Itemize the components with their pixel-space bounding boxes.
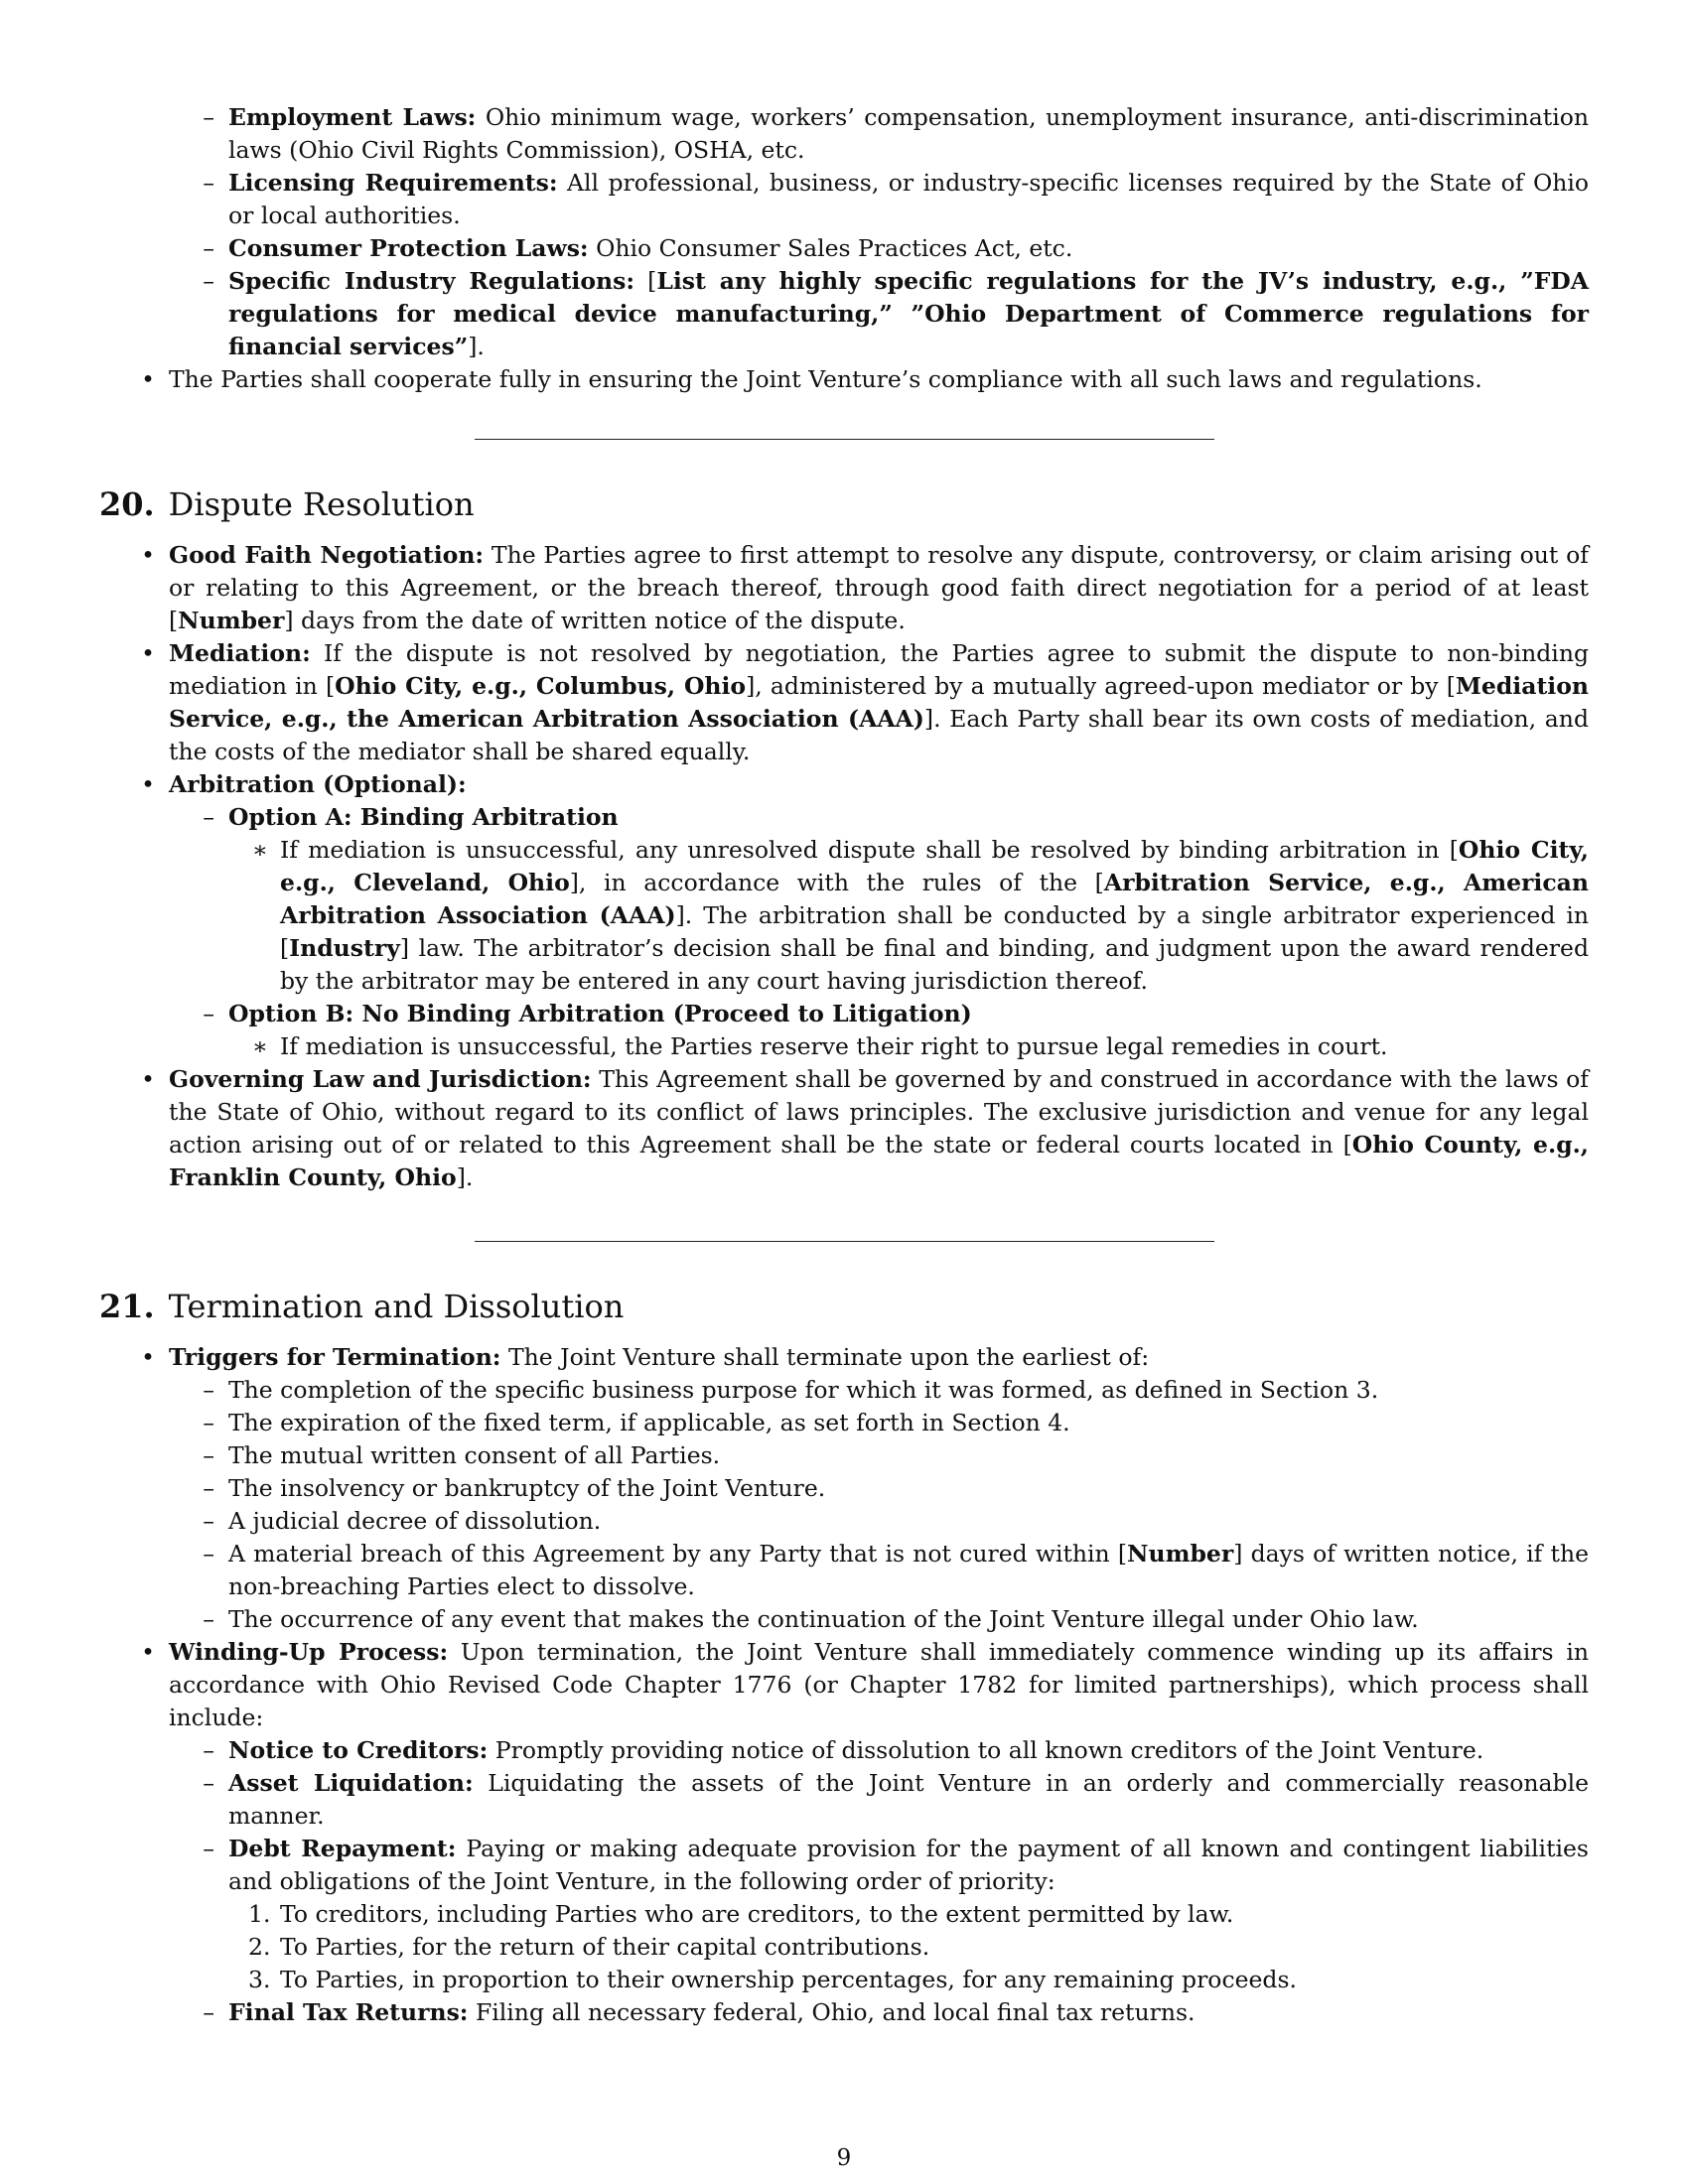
termination-list	[99, 1341, 1589, 2029]
list-item: 1. To creditors, including Parties who are creditors, to the extent permitted by law.	[248, 1900, 1234, 1928]
list-item: – Final Tax Returns: Filing all necessary federal, Ohio, and local final tax returns.	[203, 1998, 1196, 2026]
section-heading: 21. Termination and Dissolution	[99, 1288, 625, 1325]
compliance-list	[99, 101, 1589, 396]
list-item: • Triggers for Termination: The Joint Venture shall terminate upon the earliest of:	[141, 1343, 1150, 1371]
list-item: – Debt Repayment: Paying or making adequate provision for the payment of all known and contingent liabilities and obligations of the Joint Venture, in the following order of priority:	[203, 1835, 1589, 1895]
list-item: – Specific Industry Regulations: [List any highly specific regulations for the JV’s industry, e.g., ”FDA regulations for medical device manufacturing,” ”Ohio Department of Commerce regulations for financial services”].	[203, 267, 1590, 360]
list-item: – Employment Laws: Ohio minimum wage, workers’ compensation, unemployment insurance, anti-discrimination laws (Ohio Civil Rights Commission), OSHA, etc.	[203, 103, 1589, 164]
dispute-resolution-list	[99, 539, 1589, 1194]
list-item: • Arbitration (Optional):	[141, 770, 467, 798]
document-page	[99, 0, 1589, 2184]
list-item: ∗ If mediation is unsuccessful, any unresolved dispute shall be resolved by binding arbitration in [Ohio City, e.g., Cleveland, Ohio], in accordance with the rules of the [Arbitration Service, e.g., American Arbitration Association (AAA)]. The arbitration shall be conducted by a single arbitrator experienced in [Industry] law. The arbitrator’s decision shall be final and binding, and judgment upon the award rendered by the arbitrator may be entered in any court having jurisdiction thereof.	[252, 836, 1589, 995]
page-number: 9	[836, 2145, 852, 2171]
list-item: – Option B: No Binding Arbitration (Proceed to Litigation)	[203, 1000, 972, 1027]
list-item: 3. To Parties, in proportion to their ownership percentages, for any remaining proceeds.	[248, 1966, 1298, 1993]
list-item: – A judicial decree of dissolution.	[203, 1507, 602, 1535]
list-item: • Mediation: If the dispute is not resolved by negotiation, the Parties agree to submit the dispute to non-binding mediation in [Ohio City, e.g., Columbus, Ohio], administered by a mutually agreed-upon mediator or by [Mediation Service, e.g., the American Arbitration Association (AAA)]. Each Party shall bear its own costs of mediation, and the costs of the mediator shall be shared equally.	[141, 639, 1589, 765]
list-item: – A material breach of this Agreement by any Party that is not cured within [Number] days of written notice, if the non-breaching Parties elect to dissolve.	[203, 1540, 1589, 1600]
list-item: – The expiration of the fixed term, if applicable, as set forth in Section 4.	[203, 1409, 1070, 1436]
list-item: – Licensing Requirements: All professional, business, or industry-specific licenses required by the State of Ohio or local authorities.	[203, 169, 1590, 229]
list-item: • Good Faith Negotiation: The Parties agree to first attempt to resolve any dispute, controversy, or claim arising out of or relating to this Agreement, or the breach thereof, through good faith direct negotiation for a period of at least [Number] days from the date of written notice of the dispute.	[141, 541, 1589, 634]
list-item: – Notice to Creditors: Promptly providing notice of dissolution to all known creditors of the Joint Venture.	[203, 1736, 1484, 1764]
list-item: – Consumer Protection Laws: Ohio Consumer Sales Practices Act, etc.	[203, 234, 1073, 262]
list-item: • The Parties shall cooperate fully in ensuring the Joint Venture’s compliance with all such laws and regulations.	[141, 365, 1482, 393]
list-item: 2. To Parties, for the return of their capital contributions.	[248, 1933, 930, 1961]
list-item: – Asset Liquidation: Liquidating the assets of the Joint Venture in an orderly and commercially reasonable manner.	[203, 1769, 1590, 1830]
list-item: – The mutual written consent of all Parties.	[203, 1441, 721, 1469]
list-item: – The insolvency or bankruptcy of the Joint Venture.	[203, 1474, 826, 1502]
list-item: – The completion of the specific business purpose for which it was formed, as defined in Section 3.	[203, 1376, 1379, 1404]
section-heading: 20. Dispute Resolution	[99, 485, 475, 523]
section-divider	[475, 439, 1214, 440]
section-divider	[475, 1241, 1214, 1242]
list-item: • Governing Law and Jurisdiction: This Agreement shall be governed by and construed in accordance with the laws of the State of Ohio, without regard to its conflict of laws principles. The exclusive jurisdiction and venue for any legal action arising out of or related to this Agreement shall be the state or federal courts located in [Ohio County, e.g., Franklin County, Ohio].	[141, 1065, 1589, 1191]
list-item: – Option A: Binding Arbitration	[203, 803, 619, 831]
list-item: ∗ If mediation is unsuccessful, the Parties reserve their right to pursue legal remedies in court.	[252, 1032, 1388, 1060]
list-item: – The occurrence of any event that makes the continuation of the Joint Venture illegal under Ohio law.	[203, 1605, 1419, 1633]
list-item: • Winding-Up Process: Upon termination, the Joint Venture shall immediately commence winding up its affairs in accordance with Ohio Revised Code Chapter 1776 (or Chapter 1782 for limited partnerships), which process shall include:	[141, 1638, 1589, 1731]
